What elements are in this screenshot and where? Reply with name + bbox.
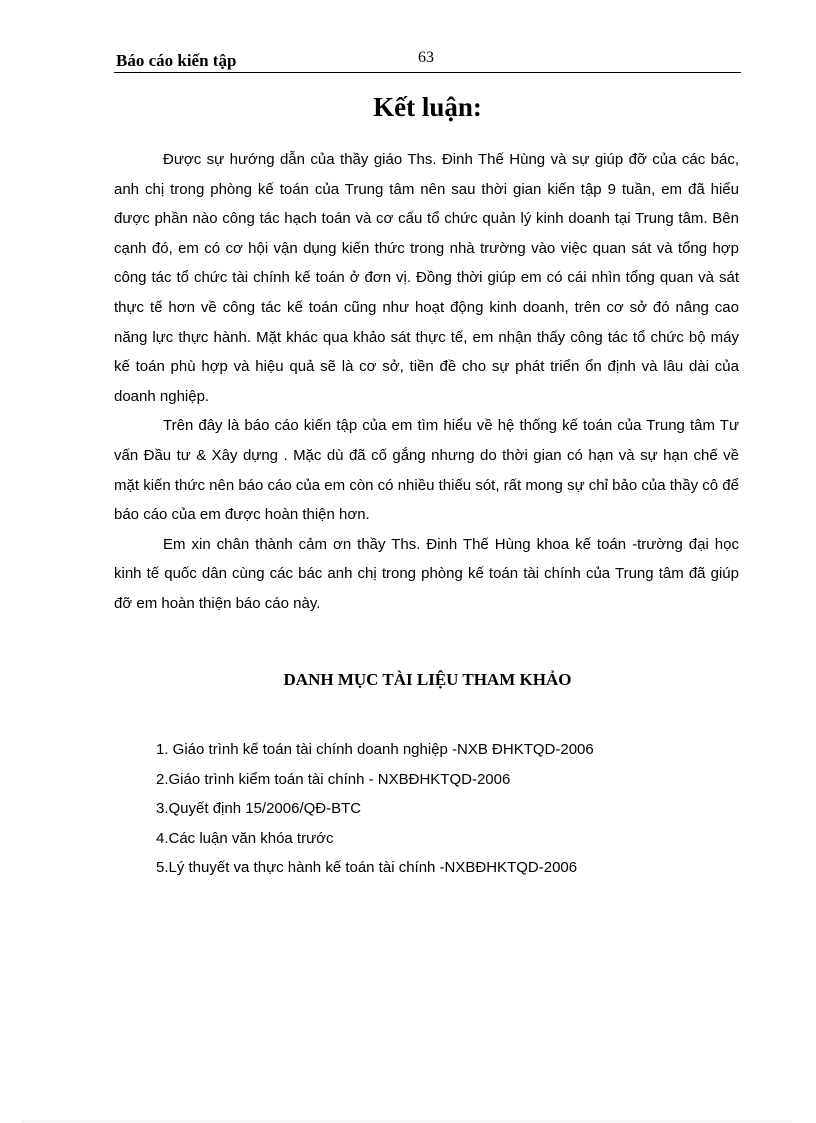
conclusion-paragraph: Được sự hướng dẫn của thầy giáo Ths. Đinh Thế Hùng và sự giúp đỡ của các bác, anh chị trong phòng kế toán của Trung tâm nên sau thời gian kiến tập 9 tuần, em đã hiểu được phần nào công tác hạch toán và cơ cấu tổ chức quản lý kinh doanh tại Trung tâm. Bên cạnh đó, em có cơ hội vận dụng kiến thức trong nhà trường vào việc quan sát và tổng hợp công tác tổ chức tài chính kế toán ở đơn vị. Đồng thời giúp em có cái nhìn tổng quan và sát thực tế hơn về công tác kế toán cũng như hoạt động kinh doanh, trên cơ sở đó nâng cao năng lực thực hành. Mặt khác qua khảo sát thực tế, em nhận thấy công tác tổ chức bộ máy kế toán phù hợp và hiệu quả sẽ là cơ sở, tiền đề cho sự phát triển ổn định và lâu dài của doanh nghiệp. bbox=[114, 151, 739, 405]
reference-item: 3.Quyết định 15/2006/QĐ-BTC bbox=[156, 800, 362, 818]
conclusion-title: Kết luận: bbox=[373, 92, 482, 122]
page-header bbox=[114, 46, 741, 73]
reference-item: 5.Lý thuyết va thực hành kế toán tài chính -NXBĐHKTQD-2006 bbox=[156, 859, 578, 877]
header-title: Báo cáo kiến tập bbox=[116, 51, 237, 70]
reference-item: 4.Các luận văn khóa trước bbox=[156, 829, 334, 847]
page-bottom-divider bbox=[22, 1121, 794, 1122]
references-heading: DANH MỤC TÀI LIỆU THAM KHẢO bbox=[283, 670, 572, 689]
reference-item: 1. Giáo trình kế toán tài chính doanh nghiệp -NXB ĐHKTQD-2006 bbox=[156, 741, 594, 758]
page-number: 63 bbox=[418, 49, 434, 66]
conclusion-paragraph: Em xin chân thành cảm ơn thầy Ths. Đinh Thế Hùng khoa kế toán -trường đại học kinh tế quốc dân cùng các bác anh chị trong phòng kế toán tài chính của Trung tâm đã giúp đỡ em hoàn thiện báo cáo này. bbox=[114, 535, 739, 612]
references-list bbox=[156, 735, 741, 883]
reference-item: 2.Giáo trình kiểm toán tài chính - NXBĐHKTQD-2006 bbox=[156, 770, 511, 788]
conclusion-body bbox=[114, 145, 739, 619]
conclusion-paragraph: Trên đây là báo cáo kiến tập của em tìm hiểu về hệ thống kế toán của Trung tâm Tư vấn Đầu tư & Xây dựng . Mặc dù đã cố gắng nhưng do thời gian có hạn và sự hạn chế về mặt kiến thức nên báo cáo của em còn có nhiều thiếu sót, rất mong sự chỉ bảo của thầy cô để báo cáo của em được hoàn thiện hơn. bbox=[114, 417, 739, 524]
